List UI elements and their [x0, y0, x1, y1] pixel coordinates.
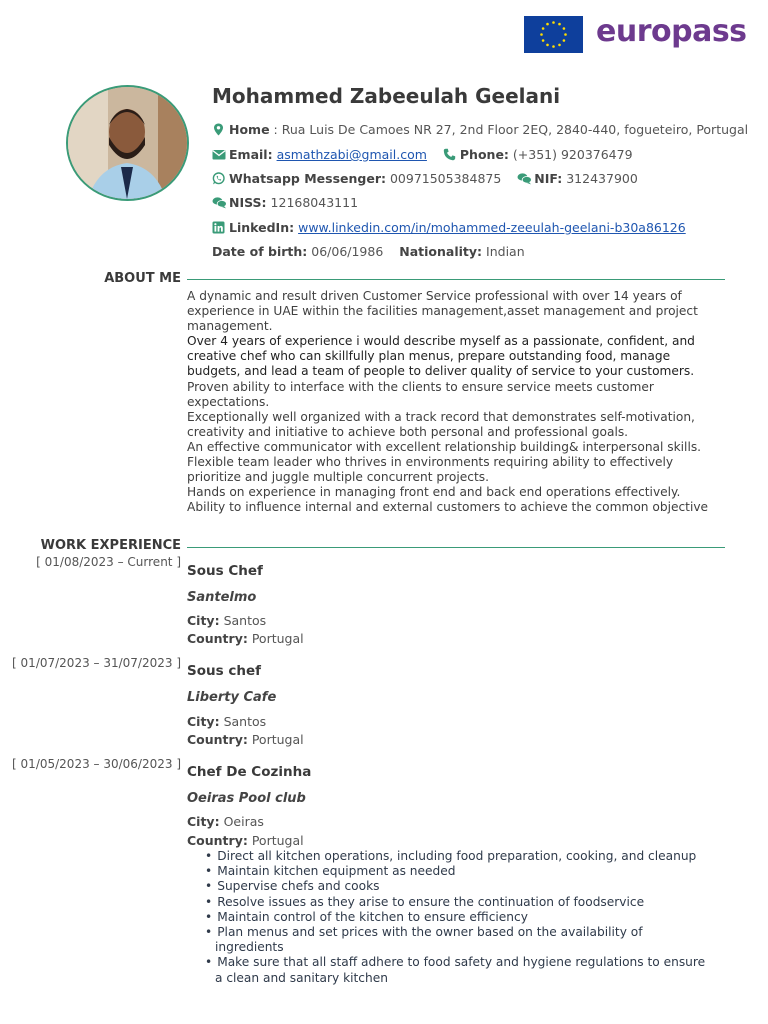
- linkedin-icon: [212, 221, 225, 234]
- about-paragraph: Proven ability to interface with the clients to ensure service meets customer expectations.: [187, 379, 654, 409]
- whatsapp-value: 00971505384875: [389, 171, 502, 186]
- nif-label: NIF:: [534, 171, 563, 186]
- employer-name: Liberty Cafe: [187, 690, 277, 705]
- about-paragraph: Exceptionally well organized with a track record that demonstrates self-motivation, creativity and initiative to achieve both personal and professional goals.: [187, 409, 695, 439]
- country-label: Country:: [187, 631, 248, 646]
- chat-icon: [517, 172, 530, 185]
- city-label: City:: [187, 613, 220, 628]
- list-item: • Supervise chefs and cooks: [203, 879, 713, 894]
- job-city: [187, 814, 264, 829]
- job-country: [187, 732, 304, 747]
- job-city: [187, 714, 266, 729]
- niss-label: NISS:: [229, 195, 267, 210]
- home-value: : Rua Luis De Camoes NR 27, 2nd Floor 2EQ, 2840-440, fogueteiro, Portugal: [273, 122, 749, 137]
- nationality-label: Nationality:: [399, 244, 483, 259]
- europass-logo-text: europass: [596, 14, 747, 49]
- job-title: Sous chef: [187, 663, 261, 679]
- job-date: [ 01/05/2023 – 30/06/2023 ]: [12, 757, 181, 771]
- list-item: • Maintain control of the kitchen to ensure efficiency: [203, 910, 713, 925]
- about-paragraph: Ability to influence internal and external customers to achieve the common objective: [187, 500, 709, 515]
- whatsapp-nif-row: [212, 171, 638, 186]
- eu-flag-logo: [524, 16, 583, 53]
- phone-label: Phone:: [459, 147, 509, 162]
- city-label: City:: [187, 814, 220, 829]
- about-paragraph: Hands on experience in managing front end and back end operations effectively.: [187, 485, 681, 500]
- nif-value: 312437900: [566, 171, 638, 186]
- birth-nationality-row: [212, 244, 525, 259]
- list-item: • Make sure that all staff adhere to food safety and hygiene regulations to ensure a clean and sanitary kitchen: [203, 955, 713, 985]
- linkedin-label: LinkedIn:: [229, 220, 295, 235]
- about-paragraph: Flexible team leader who thrives in environments requiring ability to effectively prioritize and juggle multiple concurrent projects.: [187, 455, 674, 485]
- eu-stars-icon: [524, 16, 583, 53]
- about-paragraph: An effective communicator with excellent relationship building& interpersonal skills.: [187, 439, 702, 454]
- city-value: Santos: [223, 714, 267, 729]
- dob-value: 06/06/1986: [311, 244, 384, 259]
- country-value: Portugal: [251, 833, 304, 848]
- job-country: [187, 631, 304, 646]
- email-phone-row: [212, 147, 633, 162]
- job-date: [ 01/08/2023 – Current ]: [36, 555, 181, 569]
- niss-value: 12168043111: [270, 195, 359, 210]
- about-paragraph: Over 4 years of experience i would describe myself as a passionate, confident, and creative chef who can skillfully plan menus, prepare outstanding food, manage budgets, and lead a team of people to deliver quality of service to your customers.: [187, 334, 695, 379]
- whatsapp-label: Whatsapp Messenger:: [229, 171, 386, 186]
- location-icon: [212, 123, 225, 136]
- phone-value: (+351) 920376479: [512, 147, 633, 162]
- job-duties-list: [203, 849, 713, 986]
- list-item: • Plan menus and set prices with the owner based on the availability of ingredients: [203, 925, 713, 955]
- job-title: Chef De Cozinha: [187, 764, 312, 780]
- list-item: • Resolve issues as they arise to ensure the continuation of foodservice: [203, 895, 713, 910]
- profile-photo: [66, 85, 189, 201]
- about-paragraph: A dynamic and result driven Customer Service professional with over 14 years of experience in UAE within the facilities management,asset management and project management.: [187, 289, 698, 334]
- country-value: Portugal: [251, 732, 304, 747]
- dob-label: Date of birth:: [212, 244, 308, 259]
- job-date: [ 01/07/2023 – 31/07/2023 ]: [12, 656, 181, 670]
- chat-icon: [212, 196, 225, 209]
- job-country: [187, 833, 304, 848]
- linkedin-row: [212, 220, 686, 235]
- city-value: Oeiras: [223, 814, 264, 829]
- linkedin-link[interactable]: www.linkedin.com/in/mohammed-zeeulah-geelani-b30a86126: [298, 220, 686, 235]
- country-label: Country:: [187, 833, 248, 848]
- list-item: • Maintain kitchen equipment as needed: [203, 864, 713, 879]
- about-section-title: ABOUT ME: [104, 271, 181, 286]
- niss-row: [212, 195, 358, 210]
- phone-icon: [443, 148, 456, 161]
- work-divider: [187, 547, 725, 548]
- home-label: Home: [229, 122, 270, 137]
- city-value: Santos: [223, 613, 267, 628]
- nationality-value: Indian: [486, 244, 525, 259]
- candidate-name: Mohammed Zabeeulah Geelani: [212, 84, 561, 108]
- job-city: [187, 613, 266, 628]
- city-label: City:: [187, 714, 220, 729]
- country-value: Portugal: [251, 631, 304, 646]
- list-item: • Direct all kitchen operations, including food preparation, cooking, and cleanup: [203, 849, 713, 864]
- country-label: Country:: [187, 732, 248, 747]
- email-icon: [212, 148, 225, 161]
- email-label: Email:: [229, 147, 273, 162]
- home-address-row: [212, 122, 748, 137]
- employer-name: Oeiras Pool club: [187, 791, 306, 806]
- whatsapp-icon: [212, 172, 225, 185]
- about-text: [187, 289, 727, 515]
- work-section-title: WORK EXPERIENCE: [40, 538, 181, 553]
- job-title: Sous Chef: [187, 563, 263, 579]
- about-divider: [187, 279, 725, 280]
- employer-name: Santelmo: [187, 590, 257, 605]
- email-link[interactable]: asmathzabi@gmail.com: [276, 147, 427, 162]
